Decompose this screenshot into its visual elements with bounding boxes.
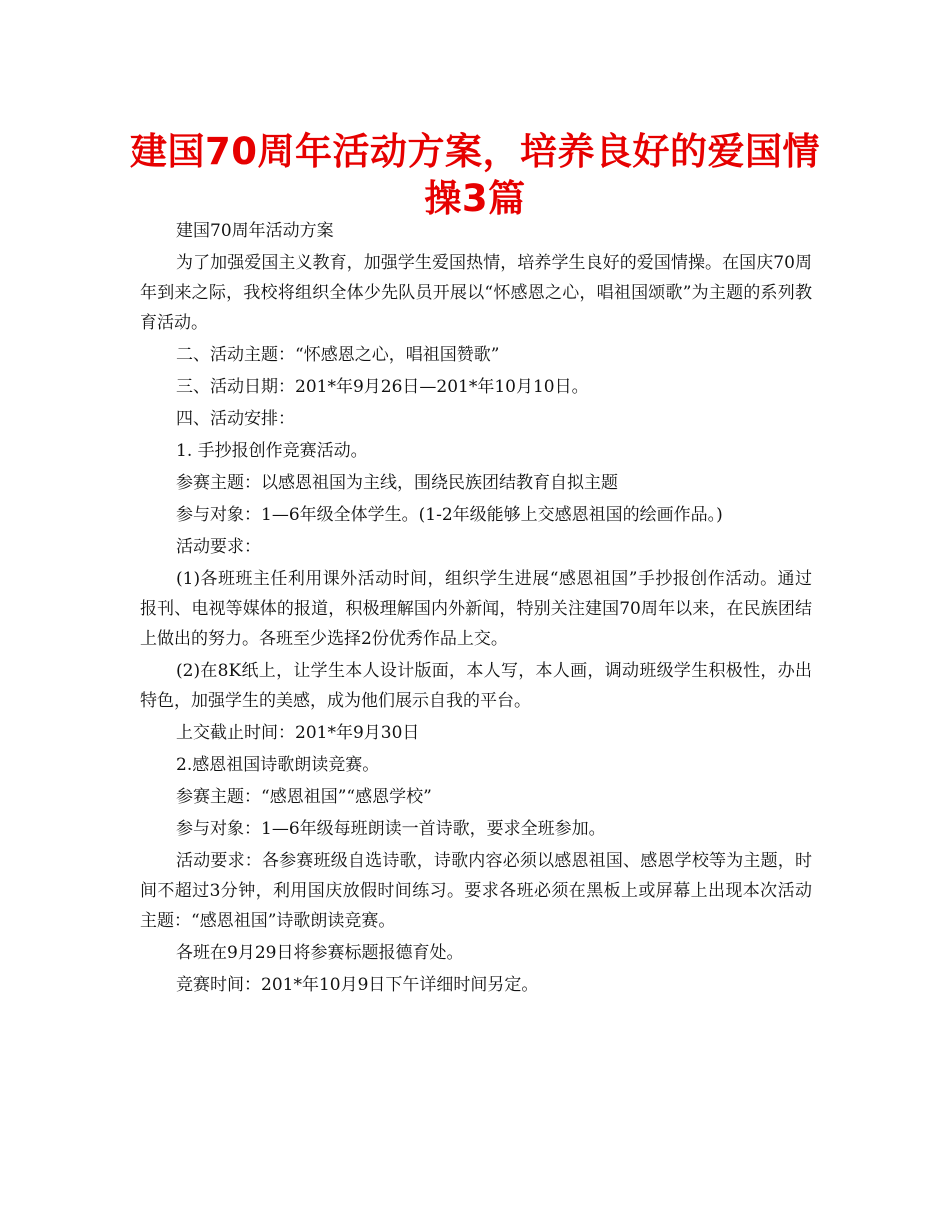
title-line-1: 建国70周年活动方案，培养良好的爱国情 xyxy=(130,130,820,173)
document-body xyxy=(140,216,812,1002)
paragraph-item-2-requirements: 活动要求：各参赛班级自选诗歌，诗歌内容必须以感恩祖国、感恩学校等为主题，时间不超过3分钟，利用国庆放假时间练习。要求各班必须在黑板上或屏幕上出现本次活动主题：“感恩祖国”诗歌朗读竞赛。 xyxy=(140,851,812,931)
paragraph-requirement-2: (2)在8K纸上，让学生本人设计版面，本人写，本人画，调动班级学生积极性，办出特色，加强学生的美感，成为他们展示自我的平台。 xyxy=(140,661,812,711)
paragraph-item-2: 2.感恩祖国诗歌朗读竞赛。 xyxy=(176,755,380,775)
paragraph-subtitle: 建国70周年活动方案 xyxy=(176,221,334,241)
paragraph-submission: 各班在9月29日将参赛标题报德育处。 xyxy=(176,943,464,963)
paragraph-dates: 三、活动日期：201*年9月26日—201*年10月10日。 xyxy=(176,377,589,397)
paragraph-item-2-participants: 参与对象：1—6年级每班朗读一首诗歌，要求全班参加。 xyxy=(176,819,606,839)
paragraph-item-2-theme: 参赛主题：“感恩祖国”“感恩学校” xyxy=(176,787,432,807)
paragraph-contest-time: 竞赛时间：201*年10月9日下午详细时间另定。 xyxy=(176,975,539,995)
paragraph-item-1: 1. 手抄报创作竞赛活动。 xyxy=(176,441,368,461)
paragraph-requirement-1: (1)各班班主任利用课外活动时间，组织学生进展“感恩祖国”手抄报创作活动。通过报刊、电视等媒体的报道，积极理解国内外新闻，特别关注建国70周年以来，在民族团结上做出的努力。各班至少选择2份优秀作品上交。 xyxy=(140,569,812,649)
paragraph-item-1-participants: 参与对象：1—6年级全体学生。(1-2年级能够上交感恩祖国的绘画作品。) xyxy=(176,505,723,525)
title-line-2: 操3篇 xyxy=(424,177,526,220)
document-title xyxy=(100,128,850,222)
paragraph-item-1-theme: 参赛主题：以感恩祖国为主线，围绕民族团结教育自拟主题 xyxy=(176,473,618,493)
paragraph-theme: 二、活动主题：“怀感恩之心，唱祖国赞歌” xyxy=(176,345,500,365)
paragraph-arrangement: 四、活动安排： xyxy=(176,409,295,429)
paragraph-intro: 为了加强爱国主义教育，加强学生爱国热情，培养学生良好的爱国情操。在国庆70周年到来之际，我校将组织全体少先队员开展以“怀感恩之心，唱祖国颂歌”为主题的系列教育活动。 xyxy=(140,253,812,333)
paragraph-deadline: 上交截止时间：201*年9月30日 xyxy=(176,723,420,743)
paragraph-item-1-requirements: 活动要求： xyxy=(176,537,261,557)
